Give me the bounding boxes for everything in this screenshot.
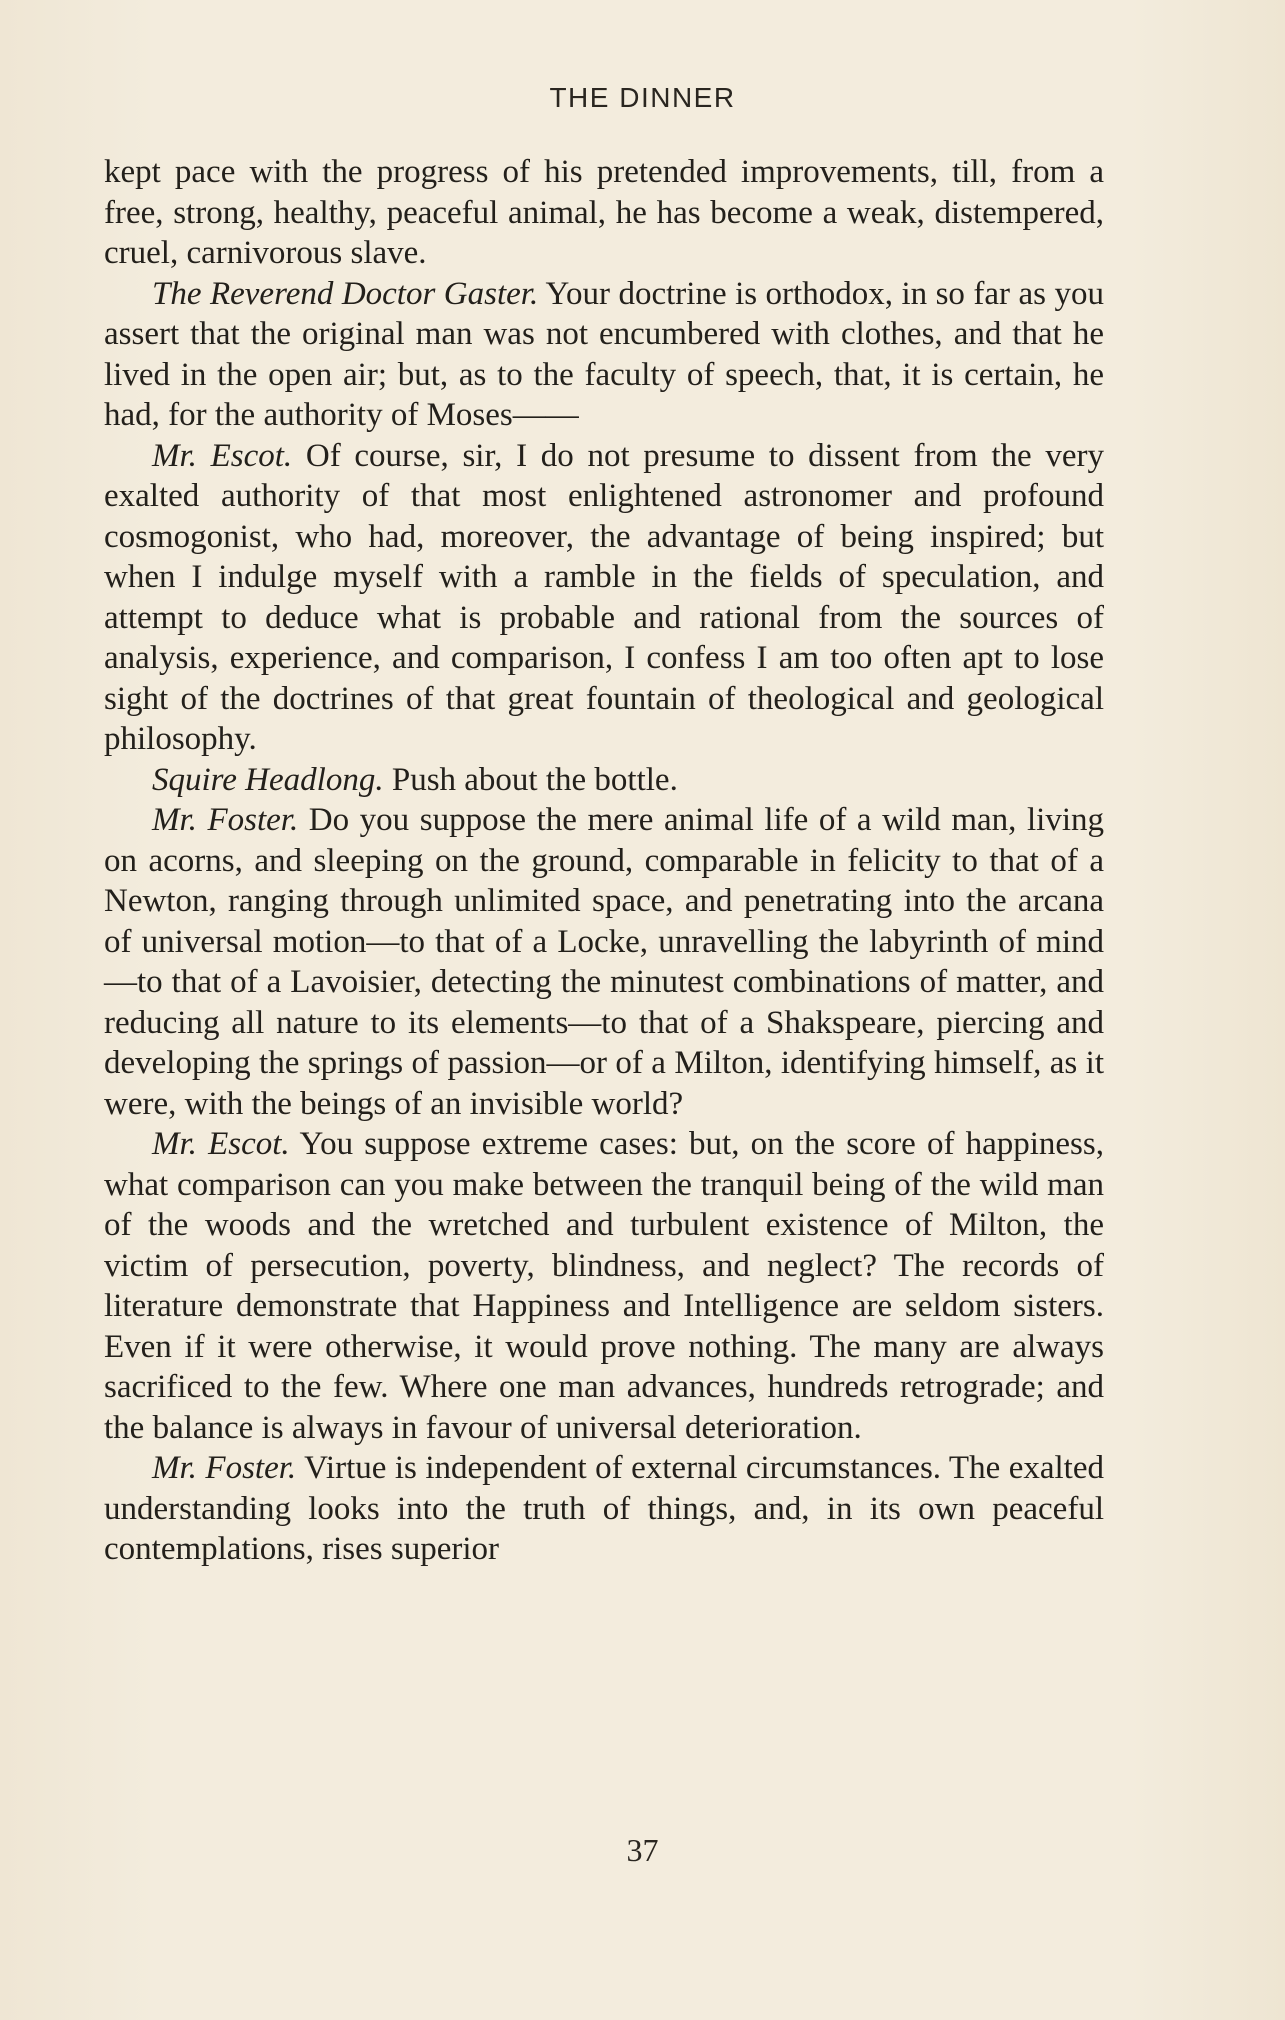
speaker-name: Mr. Escot. xyxy=(152,437,293,474)
speaker-name: Mr. Foster. xyxy=(152,802,299,838)
paragraph xyxy=(104,1124,1104,1448)
running-head: THE DINNER xyxy=(549,82,736,113)
paragraph xyxy=(104,152,1104,274)
speaker-name: Squire Headlong. xyxy=(152,761,384,798)
paragraph xyxy=(104,274,1104,436)
speaker-name: The Reverend Doctor Gaster. xyxy=(152,275,539,312)
paragraph xyxy=(104,760,1104,801)
paragraph xyxy=(104,436,1104,760)
paragraph-text: Do you suppose the mere animal life of a wild man, living on acorns, and sleeping on the ground, comparable in felicity to that of a Newton, ranging through unlimited space, and penetrating into the arcana of universal motion—to that of a Locke, unravelling the labyrinth of mind—to that of a Lavoisier, detecting the minutest combinations of matter, and reducing all nature to its elements—to that of a Shakspeare, piercing and developing the springs of passion—or of a Milton, identifying himself, as it were, with the beings of an invisible world? xyxy=(104,802,1104,1122)
text-block xyxy=(104,152,1104,1570)
paragraph-text: You suppose extreme cases: but, on the score of happiness, what comparison can you make between the tranquil being of the wild man of the woods and the wretched and turbulent existence of Milton, the victim of persecution, poverty, blindness, and neglect? The records of literature demonstrate that Happiness and Intelligence are seldom sisters. Even if it were otherwise, it would prove nothing. The many are always sacrificed to the few. Where one man advances, hundreds retrograde; and the balance is always in favour of universal deterioration. xyxy=(104,1126,1104,1446)
paragraph-text: Push about the bottle. xyxy=(383,761,678,798)
paragraph-text: kept pace with the progress of his pretended improvements, till, from a free, strong, healthy, peaceful animal, he has become a weak, distempered, cruel, carnivorous slave. xyxy=(104,154,1104,271)
paragraph xyxy=(104,1448,1104,1570)
speaker-name: Mr. Foster. xyxy=(152,1450,297,1486)
speaker-name: Mr. Escot. xyxy=(152,1126,290,1162)
paragraph-text: Your doctrine is orthodox, in so far as you assert that the original man was not encumbered with clothes, and that he lived in the open air; but, as to the faculty of speech, that, it is certain, he had, for the authority of Moses—— xyxy=(104,275,1104,433)
paragraph-text: Of course, sir, I do not presume to dissent from the very exalted authority of that most enlightened astronomer and profound cosmogonist, who had, moreover, the advantage of being inspired; but when I indulge myself with a ramble in the fields of speculation, and attempt to deduce what is probable and rational from the sources of analysis, experience, and comparison, I confess I am too often apt to lose sight of the doctrines of that great fountain of theological and geological philosophy. xyxy=(104,437,1104,757)
paragraph xyxy=(104,800,1104,1124)
paragraph-text: Virtue is independent of external circumstances. The exalted understanding looks into the truth of things, and, in its own peaceful contemplations, rises superior xyxy=(104,1450,1104,1567)
page-number: 37 xyxy=(626,1832,659,1868)
